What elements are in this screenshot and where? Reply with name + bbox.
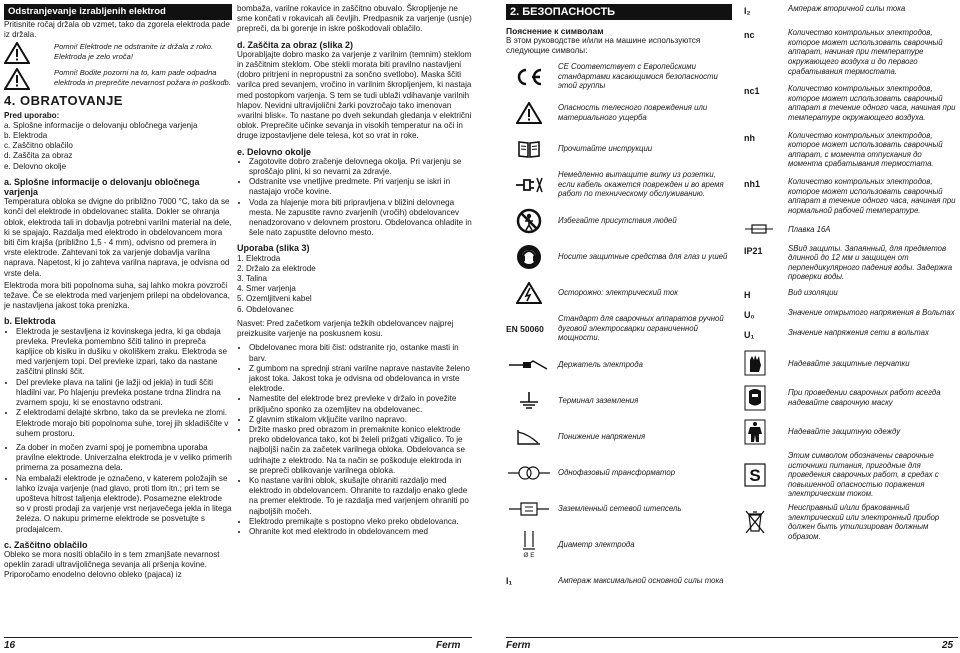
fuse-icon [744, 223, 774, 235]
unplug-icon [514, 172, 544, 198]
symbol-row [506, 311, 732, 347]
symbol-description: Носите защитные средства для глаз и ушей [558, 251, 728, 261]
symbol-description: Количество контрольных электродов, которое может использовать сварочный аппарат, с момента отпускания до момента срабатывания термостата. [788, 130, 943, 169]
paragraph: bombaža, varilne rokavice in zaščitno obuvalo. Škropljenje ne sme končati v rokavicah ali čevljih. Predpasnik za varjenje (usnje) prepreči, da bi gorenje in iskre poškodovali oblačilo. [237, 4, 472, 34]
list-item: • Zagotovite dobro zračenje delovnega okolja. Pri varjenju se sproščajo plini, ki so nevarni za zdravje. [249, 157, 472, 177]
s-mark-icon [744, 463, 766, 487]
brand-footer: Ferm [436, 640, 461, 651]
symbol-description: Надевайте защитную одежду [788, 427, 901, 437]
brand-footer: Ferm [506, 640, 531, 651]
symbol-description: Ампераж максимальной основной силы тока [558, 575, 724, 585]
list-item: • Namestite del elektrode brez prevleke v držalo in povežite priključno sponko za ozemljitev na obdelovanec. [249, 394, 472, 414]
standard-code: EN 50060 [506, 323, 544, 334]
symbol-description: Однофазовый трансформатор [558, 467, 676, 477]
symbol-description: Осторожно: электрический ток [558, 287, 678, 297]
list-item: • Voda za hlajenje mora biti pripravljena v bližini delovnega mesta. Ne zapustite ravno zvarjenih (vročih) obdelovancev nenadzorovano v delovnem prostoru. Obdelovanca ohladite in šele nato zapustite delovno mesto. [249, 198, 472, 239]
list-item: 2. Držalo za elektrode [237, 263, 316, 273]
manual-book-icon [516, 138, 542, 160]
list-item: • Elektroda je sestavljena iz kovinskega jedra, ki ga obdaja prevleka. Prevleka pomembno ščiti talino in prepreča kapljice ob kisiku in dušiku v okoliškem zraku. Elektroda se med varjenjem topi. Del prevleke izpari, tako da nastane zaščitni plinski ščit. [16, 327, 232, 378]
symbol-row [744, 288, 958, 300]
symbol-row [744, 4, 958, 16]
symbol-row [506, 563, 732, 599]
symbol-row [744, 451, 958, 499]
list-item: • Ohranite kot med elektrodo in obdelovancem med [249, 527, 472, 537]
symbol-row [744, 244, 958, 282]
list-item: a. Splošne informacije o delovanju obločnega varjenja [4, 120, 198, 130]
chapter-title: 4. OBRATOVANJE [4, 93, 123, 109]
symbol-row [744, 84, 958, 122]
list-item: d. Zaščita za obraz [4, 151, 73, 161]
intro-text: Pritisnite ročaj držala ob vzmet, tako da zgorela elektroda pade iz držala. [4, 20, 230, 40]
symbol-description: Немедленно вытащите вилку из розетки, если кабель окажется поврежден и во время работ по техническому обслуживанию. [558, 170, 724, 199]
welding-mask-icon [744, 385, 766, 411]
symbol-row [506, 275, 732, 311]
symbol-description: Неисправный и/или бракованный электрический или электронный прибор должен быть утилизирован должным образом. [788, 503, 940, 541]
symbols-intro: В этом руководстве и/или на машине используются следующие символы: [506, 36, 701, 56]
symbols-title: Пояснение к символам [506, 26, 604, 36]
symbol-row [744, 221, 958, 237]
list-item: b. Elektroda [4, 131, 48, 141]
symbol-description: CE Соответствует с Европейскими стандартами касающимися безопасности этой группы [558, 62, 718, 91]
before-use-label: Pred uporabo: [4, 110, 60, 120]
gloves-icon [744, 350, 766, 376]
diameter-icon [519, 529, 539, 551]
symbol-code: H [744, 289, 751, 300]
symbol-description: Количество контрольных электродов, которое может использовать сварочный аппарат в течение одного часа, начиная при температуре окружающего воздуха. [788, 84, 956, 122]
symbol-row [506, 95, 732, 131]
list-item: e. Delovno okolje [4, 161, 67, 171]
list-item: 6. Obdelovanec [237, 304, 294, 314]
symbol-description: Количество контрольных электродов, которое может использовать сварочный аппарат, начиная при температуре окружающего воздуха и до первого срабатывания термостата. [788, 28, 943, 76]
section-header: Odstranjevanje izrabljenih elektrod [4, 4, 232, 20]
symbol-description: Заземленный сетевой штепсель [558, 503, 682, 513]
symbol-description: SВид защиты. Запаянный, для предметов длинной до 12 мм и защищен от перпендикулярного падения воды. Задержка проверки воды. [788, 243, 953, 282]
symbol-description: Диаметр электрода [558, 539, 635, 549]
symbol-row [744, 383, 958, 413]
symbol-description: Избегайте присутствия людей [558, 215, 677, 225]
mains-plug-icon [507, 499, 551, 519]
symbol-description: Понижение напряжения [558, 431, 646, 441]
list-item: 1. Elektroda [237, 253, 281, 263]
crossed-bin-icon [744, 509, 766, 535]
no-people-icon [516, 208, 542, 234]
symbol-code: I₁ [506, 575, 513, 586]
right-column-c [506, 4, 732, 599]
symbol-description: Прочитайте инструкции [558, 143, 653, 153]
symbol-description: Этим символом обозначены сварочные источники питания, пригодные для проведения сварочных работ, в средах с повышенной опасностью поражения электрическим током. [788, 451, 939, 499]
subsection-title: e. Delovno okolje [237, 146, 312, 157]
symbol-row [506, 203, 732, 239]
right-column-d [744, 4, 958, 541]
symbol-description: Плавка 16А [788, 224, 831, 234]
symbol-row [744, 28, 958, 76]
symbol-row [506, 419, 732, 455]
symbol-code: nc1 [744, 86, 760, 97]
symbol-description: Терминал заземления [558, 395, 639, 405]
symbol-description: Вид изоляции [788, 287, 838, 297]
symbol-description: Опасность телесного повреждения или материального ущерба [558, 103, 708, 122]
subsection-title: Uporaba (slika 3) [237, 243, 310, 254]
symbol-row [506, 383, 732, 419]
symbol-code: nh [744, 132, 755, 143]
list-item: • Držite masko pred obrazom in premaknite konico elektrode preko obdelovanca tako, kot bi želeli prižgati vžigalico. To je najboljši način za začetek varilnega obloka. Obdelovanca se udrihajte z elektrodo. Na ta način se poškoduje elektroda in se prepreči oblikovanje varilnega obloka. [249, 425, 472, 476]
symbol-row [506, 455, 732, 491]
warning-text: Pomni! Elektrode ne odstranite iz držala z roko. Elektroda je zelo vroča! [54, 42, 214, 61]
list-item: • Ko nastane varilni oblok, skušajte ohraniti razdaljo med elektrodo in obdelovancem. Ohranite to razdaljo enako glede na premer elektrode. To je razdalja med varjenjem ohraniti po najboljših močeh. [249, 476, 472, 517]
paragraph: Uporabljajte dobro masko za varjenje z varilnim (temnim) steklom in zaščitnim steklom. Obe stekli morata biti pravilno nastavljeni (dobro pritrjeni in nepropustni za sončno svetlobo). Maska ščiti varilca pred sevanjem, vročino in varilnim škropljenjem, ki nastaja med postopkom varjenja. S tem se tudi ublaži vdihavanje varilnih hlapov. Nevidni ultravijolični žarki povzročajo tako imenovan »varilni blisk«. To nastane po dveh sekundah gledanja v električni oblok. Preprečite učinke sevanja in visokih temperatur na oči in druge izpostavljene dele telesa, kot so vrat in roke. [237, 49, 472, 141]
list-item: • Z glavnim stikalom vključite varilno napravo. [249, 415, 472, 425]
subsection-title: d. Zaščita za obraz (slika 2) [237, 39, 354, 50]
svg-text:S: S [749, 465, 761, 485]
list-item: 3. Talina [237, 274, 267, 284]
list-item: • Z gumbom na sprednji strani varilne naprave nastavite želeno jakost toka. Jakost toka je odvisna od obdelovanca in vrste elektrode. [249, 364, 472, 395]
protective-clothing-icon [744, 419, 766, 445]
symbol-row [506, 239, 732, 275]
advice-text: Nasvet: Pred začetkom varjenja težkih obdelovancev najprej preizkusite varjenje na poskusnem kosu. [237, 318, 454, 339]
symbol-row [744, 177, 958, 215]
symbol-description: Количество контрольных электродов, которое может использовать сварочный аппарат в течение одного часа, начиная при нормальной рабочей температуре. [788, 176, 956, 215]
page-number: 16 [4, 640, 16, 651]
list-item: • Z elektrodami delajte skrbno, tako da se prevleka ne zlomi. Elektrode morajo biti popolnoma suhe, torej jih skladiščite v suhem prostoru. [16, 408, 232, 439]
symbol-row [506, 167, 732, 203]
ce-mark-icon [514, 67, 544, 87]
symbol-description: Стандарт для сварочных аппаратов ручной дуговой электросварки ограниченной мощности. [558, 314, 724, 343]
list-item: • Odstranite vse vnetljive predmete. Pri varjenju se iskri in nastajajo vroče kovine. [249, 177, 472, 197]
symbol-description: При проведении сварочных работ всегда надевайте сварочную маску [788, 388, 941, 407]
symbol-description: Держатель электрода [558, 359, 643, 369]
symbol-description: Ампераж вторичной силы тока [788, 4, 906, 13]
diameter-caption: Ø E [523, 551, 535, 559]
warning-text: Pomni! Bodite pozorni na to, kam pade odpadna elektroda in preprečite nevarnost požara in poškodb. [54, 68, 231, 87]
symbol-code: nc [744, 30, 755, 41]
symbol-code: U₀ [744, 310, 755, 321]
warning-triangle-icon [516, 102, 542, 124]
ear-protection-icon [515, 244, 543, 270]
symbol-row [506, 347, 732, 383]
list-item: 5. Ozemljitveni kabel [237, 294, 312, 304]
symbol-row [506, 59, 732, 95]
paragraph: Elektroda mora biti popolnoma suha, saj lahko mokra povzroči težave. Če se elektroda med varjenjem prilepi na obdelovanca, je nastavljena jakost toka prenizka. [4, 280, 230, 311]
symbol-code: nh1 [744, 178, 761, 189]
list-item: • Del prevleke plava na talini (je lažji od jekla) in tudi ščiti hladilni var. Po hlajenju prevleka postane trdna žlindra na zvarnem spoju, ki se enostavno odstrani. [16, 378, 232, 409]
ground-clamp-icon [514, 390, 544, 412]
symbol-description: Значение открытого напряжения в Вольтах [788, 308, 955, 318]
symbol-code: IP21 [744, 245, 763, 256]
paragraph: Temperatura obloka se dvigne do približno 7000 °C, tako da se konči del elektrode in obdelovanec stalita. Dokler se ohranja oblok, elektroda tali in dobavlja potrebni varilni material na dele, ki se spajajo. Razdalja med elektrodo in obdelovancem mora biti čim krajša (približno 1,5 - 4 mm), odvisno od premera in vrste elektrode. Zahtevani tok za varjenje dobavlja varilna naprava. Napetost, ki jo zahteva varilna naprava, je odvisna od vrste dela. [4, 197, 232, 278]
paragraph: Obleko se mora nositi oblačilo in s tem zmanjšate nevarnost opeklin zaradi ultravijoličnega sevanja ali pršenja kovine. Priporočamo enodelno delovno obleko (pajaca) iz [4, 549, 220, 580]
page-number: 25 [942, 640, 954, 651]
list-item: • Elektrodo premikajte s postopno vleko preko obdelovanca. [249, 517, 472, 527]
symbol-row [744, 328, 958, 340]
list-item: • Za dober in močen zvarni spoj je pomembna uporaba pravilne elektrode. Univerzalna elektroda je v veliko primerih primerna za posamezna dela. [16, 443, 232, 474]
list-item: • Obdelovanec mora biti čist: odstranite rjo, ostanke masti in barv. [249, 343, 472, 363]
footer-rule [506, 637, 958, 638]
electrode-holder-icon [507, 355, 551, 375]
symbol-row [744, 503, 958, 541]
symbol-description: Значение напряжения сети в вольтах [788, 328, 929, 338]
section-header: 2. БЕЗОПАСНОСТЬ [506, 4, 732, 20]
symbol-code: U₁ [744, 330, 755, 341]
subsection-title: a. Splošne informacije o delovanju obločnega varjenja [4, 176, 200, 198]
list-item: 4. Smer varjenja [237, 284, 296, 294]
symbol-row [506, 491, 732, 527]
symbol-row [506, 131, 732, 167]
symbol-code: I₂ [744, 6, 751, 16]
subsection-title: c. Zaščitno oblačilo [4, 539, 88, 550]
symbol-row [744, 348, 958, 378]
voltage-drop-icon [514, 426, 544, 448]
list-item: c. Zaščitno oblačilo [4, 141, 73, 151]
symbol-description: Надевайте защитные перчатки [788, 358, 910, 368]
list-item: • Na embalaži elektrode je označeno, v katerem položajih se lahko izvaja varjenje (nad glavo, proti tlom itn.; pri tem se upošteva hitrost taljenja elektrode). Posamezne elektrode so v prosti prodaji za varjenje vrst nerjavečega jekla in litega železa. O nakupu primerne elektrode se posvetujte s prodajalcem. [16, 474, 232, 535]
symbol-row [744, 417, 958, 447]
electric-shock-icon [516, 282, 542, 304]
symbol-row [744, 131, 958, 169]
symbol-row [506, 527, 732, 563]
symbol-row [744, 308, 958, 320]
subsection-title: b. Elektroda [4, 316, 56, 327]
transformer-icon [507, 463, 551, 483]
